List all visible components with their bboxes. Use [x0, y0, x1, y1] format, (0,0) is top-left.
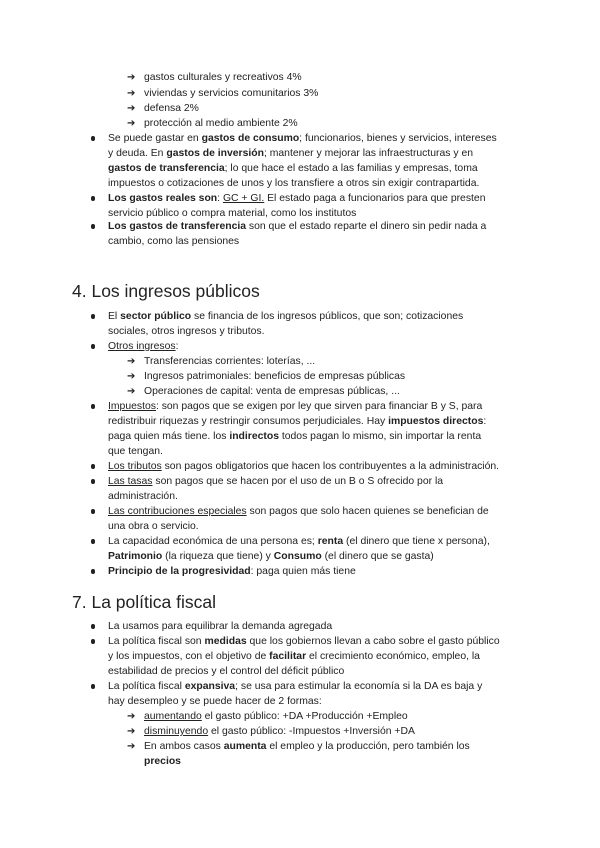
bullet-dot-icon	[91, 684, 95, 688]
list-item-gastos-reales: Los gastos reales son: GC + GI. El estado paga a funcionarios para que presten	[108, 193, 486, 204]
list-item-progresividad: Principio de la progresividad: paga quien más tiene	[108, 566, 356, 577]
arrow-right-icon: ➔	[127, 356, 136, 367]
list-item-tasas: Las tasas son pagos que se hacen por el uso de un B o S ofrecido por la	[108, 476, 444, 487]
arrow-right-icon: ➔	[127, 386, 136, 397]
list-item-capacidad-economica: La capacidad económica de una persona es; renta (el dinero que tiene x persona),	[108, 536, 490, 547]
arrow-right-icon: ➔	[127, 726, 136, 737]
arrow-right-icon: ➔	[127, 711, 136, 722]
list-item-tipos-gasto-line4: impuestos o cotizaciones de unos y los transfiere a otros sin exigir contrapartida.	[108, 178, 480, 189]
list-item-gastos-reales-line2: servicio público o compra material, como los institutos	[108, 208, 357, 219]
list-item-impuestos-line2: redistribuir riquezas y restringir consumos perjudiciales. Hay impuestos directos:	[108, 416, 487, 427]
bullet-dot-icon	[91, 314, 95, 318]
list-item-tasas-line2: administración.	[108, 491, 178, 502]
list-item-impuestos: Impuestos: son pagos que se exigen por ley que sirven para financiar B y S, para	[108, 401, 483, 412]
sub-item-medio-ambiente: protección al medio ambiente 2%	[144, 118, 298, 129]
bullet-dot-icon	[91, 344, 95, 348]
list-item-tipos-gasto-line3: gastos de transferencia; lo que hace el estado a las familias y empresas, toma	[108, 163, 478, 174]
list-item-otros-ingresos: Otros ingresos:	[108, 341, 179, 352]
arrow-right-icon: ➔	[127, 741, 136, 752]
sub-item-ingresos-patrimoniales: Ingresos patrimoniales: beneficios de empresas públicas	[144, 371, 406, 382]
sub-item-ambos-casos: En ambos casos aumenta el empleo y la producción, pero también los	[144, 741, 470, 752]
sub-item-gastos-culturales: gastos culturales y recreativos 4%	[144, 72, 302, 83]
bullet-dot-icon	[91, 624, 95, 628]
arrow-right-icon: ➔	[127, 118, 136, 129]
list-item-contribuciones: Las contribuciones especiales son pagos que solo hacen quienes se benefician de	[108, 506, 489, 517]
list-item-equilibrar-demanda: La usamos para equilibrar la demanda agregada	[108, 621, 333, 632]
sub-item-viviendas: viviendas y servicios comunitarios 3%	[144, 88, 319, 99]
list-item-tributos: Los tributos son pagos obligatorios que hacen los contribuyentes a la administración.	[108, 461, 500, 472]
bullet-dot-icon	[91, 196, 95, 200]
bullet-dot-icon	[91, 404, 95, 408]
bullet-dot-icon	[91, 569, 95, 573]
bullet-dot-icon	[91, 479, 95, 483]
bullet-dot-icon	[91, 224, 95, 228]
list-item-capacidad-economica-line2: Patrimonio (la riqueza que tiene) y Consumo (el dinero que se gasta)	[108, 551, 434, 562]
sub-item-aumentando: aumentando el gasto público: +DA +Producción +Empleo	[144, 711, 408, 722]
arrow-right-icon: ➔	[127, 88, 136, 99]
list-item-politica-expansiva: La política fiscal expansiva; se usa para estimular la economía si la DA es baja y	[108, 681, 483, 692]
sub-item-operaciones-capital: Operaciones de capital: venta de empresas públicas, ...	[144, 386, 400, 397]
list-item-impuestos-line4: que tengan.	[108, 446, 163, 457]
sub-item-disminuyendo: disminuyendo el gasto público: -Impuestos +Inversión +DA	[144, 726, 415, 737]
bullet-dot-icon	[91, 509, 95, 513]
list-item-sector-publico: El sector público se financia de los ingresos públicos, que son; cotizaciones	[108, 311, 464, 322]
list-item-gastos-transferencia-line2: cambio, como las pensiones	[108, 236, 240, 247]
list-item-impuestos-line3: paga quien más tiene. los indirectos todos pagan lo mismo, sin importar la renta	[108, 431, 482, 442]
list-item-politica-fiscal-medidas-line3: estabilidad de precios y el control del déficit público	[108, 666, 345, 677]
sub-item-defensa: defensa 2%	[144, 103, 199, 114]
heading-ingresos-publicos: 4. Los ingresos públicos	[72, 281, 260, 301]
arrow-right-icon: ➔	[127, 371, 136, 382]
sub-item-ambos-casos-line2: precios	[144, 756, 181, 767]
list-item-gastos-transferencia: Los gastos de transferencia son que el estado reparte el dinero sin pedir nada a	[108, 221, 487, 232]
heading-politica-fiscal: 7. La política fiscal	[72, 592, 216, 612]
list-item-politica-fiscal-medidas-line2: y los impuestos, con el objetivo de facilitar el crecimiento económico, empleo, la	[108, 651, 480, 662]
bullet-dot-icon	[91, 639, 95, 643]
sub-item-transferencias: Transferencias corrientes: loterías, ...	[144, 356, 316, 367]
arrow-right-icon: ➔	[127, 72, 136, 83]
bullet-dot-icon	[91, 539, 95, 543]
list-item-tipos-gasto-line2: y deuda. En gastos de inversión; mantener y mejorar las infraestructuras y en	[108, 148, 474, 159]
bullet-dot-icon	[91, 136, 95, 140]
list-item-contribuciones-line2: una obra o servicio.	[108, 521, 199, 532]
bullet-dot-icon	[91, 464, 95, 468]
list-item-sector-publico-line2: sociales, otros ingresos y tributos.	[108, 326, 265, 337]
list-item-tipos-gasto: Se puede gastar en gastos de consumo; funcionarios, bienes y servicios, intereses	[108, 133, 497, 144]
arrow-right-icon: ➔	[127, 103, 136, 114]
list-item-politica-expansiva-line2: hay desempleo y se puede hacer de 2 formas:	[108, 696, 322, 707]
list-item-politica-fiscal-medidas: La política fiscal son medidas que los gobiernos llevan a cabo sobre el gasto público	[108, 636, 500, 647]
